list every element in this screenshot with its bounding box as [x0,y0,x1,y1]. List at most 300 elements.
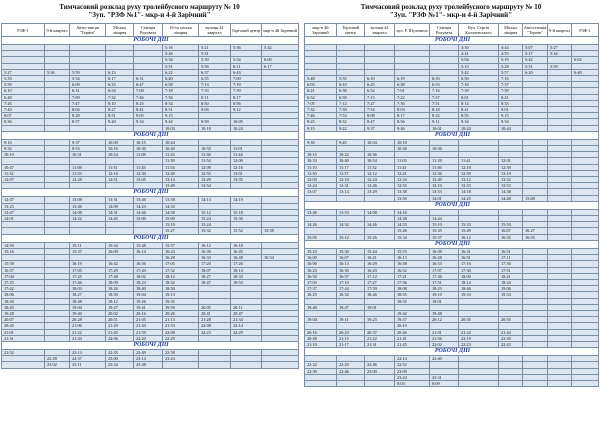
right-time-cell: 19:10 [430,292,459,298]
right-time-cell: 18:32 [337,292,365,298]
left-time-cell: 17:42 [2,286,45,292]
left-time-cell: 10:15 [134,139,163,145]
left-time-cell: 17:46 [70,279,106,285]
right-time-cell: 16:13 [395,255,430,261]
section-label: РОБОЧІ ДНІ [2,234,299,242]
left-time-cell: 14:22 [70,216,106,222]
right-time-cell: 12:59 [459,170,499,176]
right-time-cell: 6:38 [337,88,365,94]
section-label: РОБОЧІ ДНІ [2,37,299,45]
right-time-cell: 11:56 [430,164,459,170]
left-time-cell: 21:01 [2,329,45,335]
right-time-cell: 12:24 [305,183,337,189]
left-time-cell: 9:16 [2,139,45,145]
left-time-cell: 18:50 [106,292,134,298]
left-time-cell: 23:11 [70,362,106,368]
right-time-cell: 5:51 [523,63,548,69]
right-section-row [305,348,599,356]
left-time-cell: 15:27 [163,228,199,234]
left-time-cell: 6:31 [134,76,163,82]
right-time-cell: 7:16 [499,76,523,82]
left-time-cell: 10:40 [163,146,199,152]
right-time-cell: 12:24 [365,177,395,183]
left-time-cell: 14:31 [106,209,134,215]
left-time-cell: 14:58 [163,209,199,215]
right-time-cell: 11:10 [305,164,337,170]
right-time-cell: 16:38 [395,261,430,267]
left-time-cell: 18:26 [106,286,134,292]
right-time-cell: 11:32 [365,164,395,170]
right-time-cell: 11:41 [395,164,430,170]
left-time-cell: 22:37 [70,356,106,362]
left-time-cell: 15:11 [70,242,106,248]
left-time-cell: 13:14 [163,177,199,183]
right-time-cell: 6:02 [572,57,599,63]
left-time-cell: 11:08 [70,164,106,170]
left-time-cell: 9:59 [199,119,231,125]
right-time-cell: 13:46 [305,209,337,215]
right-time-cell: 19:48 [430,310,459,316]
right-column-header: Автостанція "Тернів" [523,25,547,35]
right-time-cell: 6:10 [365,76,395,82]
right-time-cell: 21:24 [459,329,499,335]
right-time-cell: 5:04 [459,57,499,63]
left-section-row [2,189,299,197]
left-title: Тимчасовий розклад руху тролейбусного маршруту № 10 [59,3,240,11]
left-time-cell: 15:09 [163,216,199,222]
right-time-cell: 13:19 [499,170,523,176]
left-time-cell: 8:50 [199,100,231,106]
left-time-cell: 19:13 [163,292,199,298]
right-time-cell: 5:55 [337,76,365,82]
right-time-cell: 14:08 [365,209,395,215]
left-time-cell: 17:05 [163,261,199,267]
left-time-cell: 8:11 [199,94,231,100]
left-time-cell: 21:59 [134,329,163,335]
right-time-cell: 21:31 [365,341,395,347]
left-time-cell: 8:04 [70,107,106,113]
left-time-cell: 21:13 [163,317,199,323]
right-time-cell: 19:54 [499,292,523,298]
right-time-cell: 11:50 [305,170,337,176]
left-time-cell: 22:58 [163,349,199,355]
right-time-cell: 10:15 [305,152,337,158]
right-time-cell: 8:08 [365,113,395,119]
left-time-cell: 13:25 [2,203,45,209]
right-time-cell: 17:30 [459,267,499,273]
left-time-cell: 18:50 [163,286,199,292]
right-time-cell: 18:14 [459,279,499,285]
right-time-cell: 6:03 [305,82,337,88]
left-time-cell: 7:39 [231,88,262,94]
right-time-cell: 7:12 [337,100,365,106]
left-time-cell: 8:57 [70,119,106,125]
left-time-cell: 6:48 [2,94,45,100]
right-time-cell: 22:23 [459,341,499,347]
right-column-header: Станція Рокувата [430,24,459,37]
right-time-cell: 20:35 [459,317,499,323]
right-time-cell: 16:50 [305,273,337,279]
right-time-cell: 16:21 [365,255,395,261]
right-time-cell: 5:17 [523,51,548,57]
right-time-cell: 5:59 [548,63,572,69]
left-time-cell: 20:47 [231,310,262,316]
right-time-cell: 12:01 [499,158,523,164]
right-timetable-panel [304,0,598,387]
left-time-cell: 20:28 [70,317,106,323]
left-time-cell: 7:26 [2,100,45,106]
right-time-cell: 16:08 [430,248,459,254]
left-time-cell: 17:43 [134,267,163,273]
left-time-cell: 10:00 [106,139,134,145]
section-label: РОБОЧІ ДНІ [305,240,599,248]
right-time-cell: 18:08 [395,286,430,292]
left-time-cell: 10:47 [2,164,45,170]
left-time-cell: 17:25 [70,273,106,279]
left-time-cell: 21:31 [2,335,45,341]
left-time-cell: 11:39 [163,158,199,164]
left-time-cell: 20:26 [163,310,199,316]
left-time-cell: 17:05 [70,267,106,273]
right-time-cell: 17:44 [337,286,365,292]
right-time-cell: 22:52 [395,362,430,368]
left-time-cell: 19:35 [163,298,199,304]
left-time-cell: 18:32 [163,279,199,285]
left-time-cell: 16:14 [134,248,163,254]
right-time-cell: 16:31 [459,248,499,254]
left-time-cell: 16:48 [231,255,262,261]
right-time-cell [365,380,395,386]
left-time-cell: 7:19 [231,82,262,88]
right-time-cell: 22:02 [430,341,459,347]
right-time-cell: 10:04 [365,139,395,145]
right-time-cell: 18:23 [430,286,459,292]
right-time-cell: 19:37 [395,317,430,323]
left-time-cell: 21:28 [199,317,231,323]
right-time-cell: 10:54 [365,158,395,164]
right-time-cell: 15:35 [430,228,459,234]
left-time-cell: 14:09 [106,203,134,209]
right-time-cell: 19:11 [337,317,365,323]
right-time-cell: 16:57 [337,273,365,279]
right-time-cell: 6:10 [337,82,365,88]
left-time-cell: 18:27 [199,273,231,279]
right-time-cell: 17:07 [430,267,459,273]
left-time-cell: 19:12 [106,298,134,304]
right-time-cell: 7:32 [305,107,337,113]
left-time-cell: 19:04 [134,292,163,298]
left-time-cell: 16:42 [106,261,134,267]
right-section-row [305,201,599,209]
left-time-cell: 16:18 [231,242,262,248]
left-time-cell: 22:14 [231,323,262,329]
right-time-cell: 15:53 [395,248,430,254]
left-time-cell: 21:45 [106,329,134,335]
section-label: РОБОЧІ ДНІ [305,131,599,139]
right-time-cell: 14:01 [430,195,459,201]
left-timetable [1,23,299,369]
right-time-cell: 8:41 [459,107,499,113]
right-time-cell: 6:38 [395,82,430,88]
right-time-cell: 12:21 [395,170,430,176]
right-time-cell: 15:49 [459,228,499,234]
left-time-cell: 20:41 [199,310,231,316]
left-time-cell: 18:40 [134,286,163,292]
left-time-cell: 15:34 [106,242,134,248]
right-time-cell: 13:07 [305,189,337,195]
left-time-cell: 13:54 [199,183,231,189]
right-time-cell: 20:12 [430,317,459,323]
left-time-cell: 15:58 [2,261,45,267]
left-time-cell: 6:40 [163,76,199,82]
right-time-cell: 15:30 [337,248,365,254]
right-time-cell: 7:01 [395,88,430,94]
right-time-cell [337,380,365,386]
right-time-cell: 12:31 [337,183,365,189]
right-time-cell: 21:01 [430,329,459,335]
left-time-cell: 6:10 [2,88,45,94]
left-time-cell: 8:28 [70,113,106,119]
left-time-cell: 20:02 [106,310,134,316]
left-time-cell: 22:23 [199,329,231,335]
left-time-cell: 22:49 [134,349,163,355]
left-time-cell: 11:53 [70,170,106,176]
right-time-cell: 20:23 [337,329,365,335]
left-time-cell: 5:31 [199,51,231,57]
right-time-cell: 19:42 [395,310,430,316]
right-time-cell: 15:23 [305,248,337,254]
left-time-cell: 6:00 [262,57,299,63]
left-time-cell: 8:41 [134,107,163,113]
right-time-cell: 17:36 [395,279,430,285]
left-time-cell: 5:27 [2,69,45,75]
left-time-cell: 22:06 [106,335,134,341]
right-time-cell: 10:40 [337,158,365,164]
left-time-cell: 18:09 [106,279,134,285]
right-time-cell: 17:12 [365,273,395,279]
right-time-cell: 16:00 [305,255,337,261]
right-time-cell: 4:41 [459,51,499,57]
left-time-cell: 8:10 [106,100,134,106]
right-time-cell: 15:44 [365,248,395,254]
section-label: РОБОЧІ ДНІ [2,341,299,349]
left-time-cell: 10:16 [106,146,134,152]
right-time-cell: 17:36 [430,273,459,279]
right-time-cell: 6:25 [365,82,395,88]
right-section-row [305,131,599,139]
left-time-cell: 5:34 [163,57,199,63]
right-time-cell: 9:15 [499,113,523,119]
right-time-cell [459,380,499,386]
right-time-cell: 7:39 [337,107,365,113]
right-time-cell [572,380,599,386]
right-time-cell: 9:11 [430,119,459,125]
right-time-cell: 17:37 [305,286,337,292]
right-time-cell: 12:49 [430,177,459,183]
left-time-cell: 18:27 [70,292,106,298]
right-time-cell: 16:43 [365,267,395,273]
right-time-cell: 16:28 [430,255,459,261]
right-time-cell: 6:21 [305,88,337,94]
left-time-cell: 21:43 [134,323,163,329]
right-time-cell: 11:03 [395,158,430,164]
right-time-cell: 22:39 [305,368,337,374]
left-time-cell: 21:22 [70,329,106,335]
left-time-cell: 12:07 [2,177,45,183]
right-column-header: Торговий центр [337,24,365,37]
right-time-cell: 20:55 [499,317,523,323]
left-header-row [2,24,299,37]
right-time-cell: 18:55 [395,292,430,298]
left-time-cell: 5:26 [163,51,199,57]
left-column-header: 9-й квартал [45,24,70,37]
left-time-cell: 11:01 [231,146,262,152]
left-time-cell: 23:34 [106,362,134,368]
right-time-cell: 5:07 [523,45,548,51]
right-time-cell: 5:42 [523,57,548,63]
right-time-cell: 22:19 [459,335,499,341]
left-time-cell: 5:59 [2,82,45,88]
right-time-cell: 5:57 [499,69,523,75]
right-time-cell: 17:10 [337,279,365,285]
left-time-cell: 19:41 [134,304,163,310]
right-time-cell: 22:22 [305,362,337,368]
right-time-cell: 4:44 [499,45,523,51]
right-time-cell: 19:04 [305,317,337,323]
right-time-cell: 6:59 [337,94,365,100]
right-time-cell [305,380,337,386]
right-time-cell: 5:48 [305,76,337,82]
left-time-cell: 6:55 [199,76,231,82]
right-column-header: Вул. Сергія Колачевського [459,24,499,37]
left-time-cell: 7:56 [163,94,199,100]
left-time-cell: 8:51 [163,107,199,113]
left-time-cell: 21:44 [70,335,106,341]
right-time-cell: 19:33 [459,292,499,298]
left-time-cell: 16:28 [163,255,199,261]
right-time-cell: 9:22 [337,125,365,131]
left-time-cell: 18:03 [70,286,106,292]
right-time-cell: 9:39 [305,139,337,145]
left-time-cell: 11:44 [231,152,262,158]
right-time-cell: 13:53 [499,183,523,189]
left-time-cell: 15:32 [199,228,231,234]
right-time-cell: 18:55 [395,298,430,304]
right-time-cell: 5:34 [548,51,572,57]
left-time-cell: 5:16 [163,45,199,51]
right-time-cell: 16:23 [305,267,337,273]
right-time-cell: 20:16 [305,329,337,335]
left-section-row [2,234,299,242]
section-label: РОБОЧІ ДНІ [305,37,599,45]
left-time-cell: 23:14 [134,356,163,362]
right-time-cell: 16:51 [499,248,523,254]
left-time-cell: 18:06 [2,292,45,298]
left-time-cell: 16:39 [199,248,231,254]
right-time-cell: 21:45 [395,341,430,347]
left-time-cell: 5:54 [231,57,262,63]
right-time-cell: 8:14 [459,100,499,106]
right-time-cell: 16:27 [523,228,548,234]
right-time-cell: 7:16 [430,88,459,94]
right-time-cell: 13:29 [365,189,395,195]
right-time-cell: 5:42 [459,69,499,75]
left-time-cell: 22:35 [106,349,134,355]
left-time-cell: 7:08 [134,88,163,94]
left-time-cell: 16:24 [163,248,199,254]
left-time-cell: 18:07 [199,267,231,273]
left-time-cell: 13:29 [199,177,231,183]
left-time-cell: 5:42 [262,45,299,51]
left-section-row [2,341,299,349]
left-time-cell: 8:36 [2,119,45,125]
right-time-cell: 16:55 [523,234,548,240]
left-column-header: мкр-н 4й Зарічний [262,24,299,37]
right-time-cell: 18:47 [337,304,365,310]
left-time-cell: 7:13 [199,82,231,88]
right-time-cell: 8:25 [305,119,337,125]
left-time-cell: 8:17 [231,94,262,100]
left-time-cell: 10:55 [199,146,231,152]
right-time-cell: 10:33 [305,158,337,164]
left-timetable-panel [1,0,298,369]
right-time-cell: 7:16 [459,82,499,88]
section-label: РОБОЧІ ДНІ [305,348,599,356]
left-time-cell: 19:04 [70,304,106,310]
left-time-cell: 18:13 [231,267,262,273]
right-time-cell: 5:13 [459,63,499,69]
left-time-cell: 6:11 [231,63,262,69]
left-time-cell: 21:34 [231,317,262,323]
left-time-cell: 13:49 [163,183,199,189]
right-section-row [305,240,599,248]
right-time-cell: 7:13 [365,94,395,100]
left-time-cell: 23:00 [106,356,134,362]
left-time-cell: 8:56 [231,100,262,106]
right-time-cell: 5:28 [499,63,523,69]
right-time-cell: 12:19 [459,164,499,170]
left-time-cell: 23:02 [45,362,70,368]
right-time-cell: 13:33 [459,183,499,189]
right-time-cell: 8:17 [395,113,430,119]
left-time-cell: 7:47 [70,100,106,106]
left-time-cell: 12:00 [231,158,262,164]
right-time-cell: 17:03 [305,279,337,285]
right-time-cell: 22:14 [395,356,430,362]
right-time-cell: 19:01 [365,304,395,310]
left-column-header: РЗФ-1 [2,24,45,37]
left-time-cell: 15:24 [199,216,231,222]
left-time-cell: 17:29 [106,267,134,273]
left-time-cell: 22:08 [163,329,199,335]
right-time-cell: 8:32 [337,119,365,125]
right-time-cell: 12:12 [365,170,395,176]
right-time-cell: 16:13 [337,261,365,267]
left-time-cell: 16:33 [199,255,231,261]
left-time-cell: 8:25 [134,100,163,106]
right-time-cell: 18:46 [365,292,395,298]
right-time-cell: 10:22 [337,152,365,158]
right-time-cell: 17:51 [499,267,523,273]
left-time-cell: 18:48 [70,298,106,304]
right-column-header: Міська лікарня [499,24,523,37]
right-time-cell: 8:32 [430,113,459,119]
left-time-cell: 8:51 [106,113,134,119]
right-time-cell: 9:01 [499,107,523,113]
right-time-cell: 6:20 [523,69,548,75]
left-time-cell: 10:10 [2,152,45,158]
right-header-row [305,24,599,37]
